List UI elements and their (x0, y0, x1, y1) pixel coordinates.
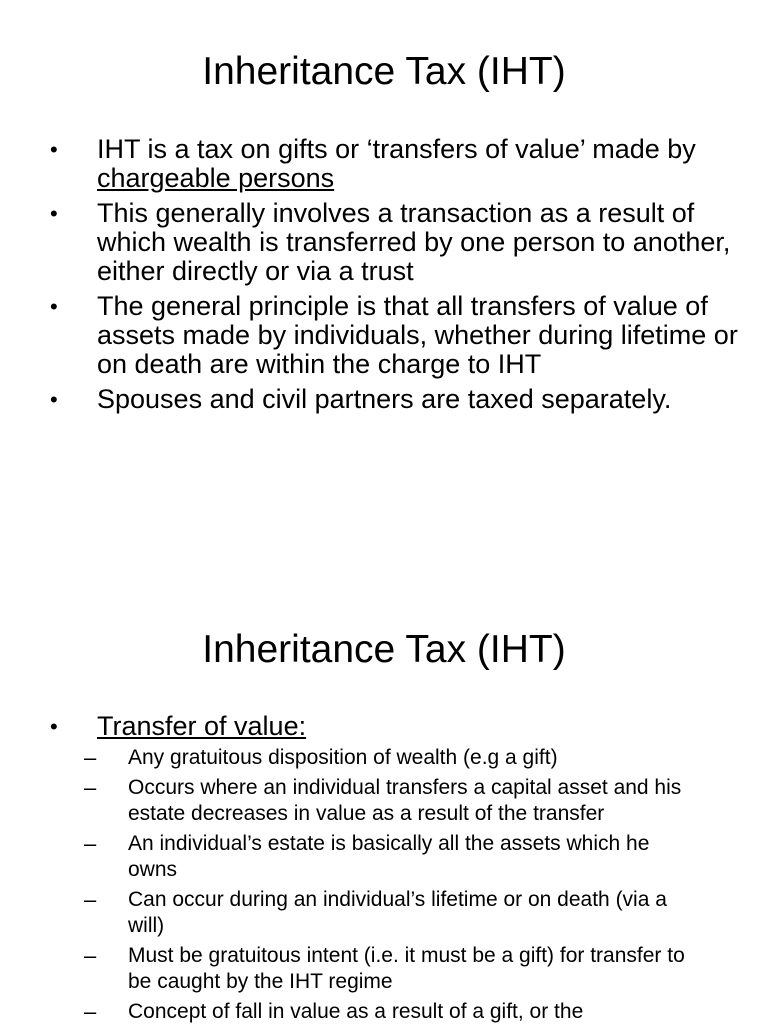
sub-item-text: Occurs where an individual transfers a capital asset and his estate decreases in value as a result of the transfer (128, 776, 682, 825)
sub-item (0, 831, 738, 883)
slide-2 (0, 580, 768, 1024)
sub-item (0, 775, 738, 827)
bullet-marker: • (50, 714, 58, 739)
bullet-item (0, 385, 768, 414)
bullet-marker: • (50, 137, 58, 162)
dash-marker: – (84, 887, 97, 912)
bullet-text: The general principle is that all transfers of value of assets made by individuals, whether during lifetime or on death are within the charge to IHT (97, 291, 738, 379)
bullet-item (0, 712, 768, 1025)
bullet-list (0, 712, 768, 1031)
bullet-item (0, 292, 768, 379)
sub-item (0, 943, 738, 995)
bullet-text: Spouses and civil partners are taxed separately. (97, 384, 672, 414)
bullet-item (0, 199, 768, 286)
dash-marker: – (84, 831, 97, 856)
dash-marker: – (84, 943, 97, 968)
bullet-marker: • (50, 387, 58, 412)
dash-marker: – (84, 775, 97, 800)
slide-title: Inheritance Tax (IHT) (202, 628, 566, 671)
bullet-text: IHT is a tax on gifts or ‘transfers of value’ made by (97, 134, 696, 164)
dash-marker: – (84, 745, 97, 770)
sub-item-text: Must be gratuitous intent (i.e. it must be a gift) for transfer to be caught by the IHT regime (128, 944, 685, 993)
bullet-marker: • (50, 294, 58, 319)
sub-list (84, 745, 738, 1025)
dash-marker: – (84, 999, 97, 1024)
sub-item-text: Can occur during an individual’s lifetime or on death (via a will) (128, 888, 667, 937)
transfer-of-value-heading: Transfer of value: (97, 711, 307, 741)
slide-title: Inheritance Tax (IHT) (202, 50, 566, 93)
bullet-item (0, 135, 768, 193)
sub-item-text: Any gratuitous disposition of wealth (e.g a gift) (128, 746, 558, 769)
bullet-list (0, 135, 768, 420)
sub-item (0, 745, 738, 771)
sub-item (0, 887, 738, 939)
sub-item-text: An individual’s estate is basically all the assets which he owns (128, 832, 650, 881)
bullet-marker: • (50, 201, 58, 226)
sub-item-text: Concept of fall in value as a result of a gift, or the (128, 1000, 584, 1023)
sub-item (0, 999, 738, 1025)
chargeable-persons-underlined: chargeable persons (97, 163, 335, 193)
bullet-text: This generally involves a transaction as a result of which wealth is transferred by one person to another, either directly or via a trust (97, 198, 731, 286)
